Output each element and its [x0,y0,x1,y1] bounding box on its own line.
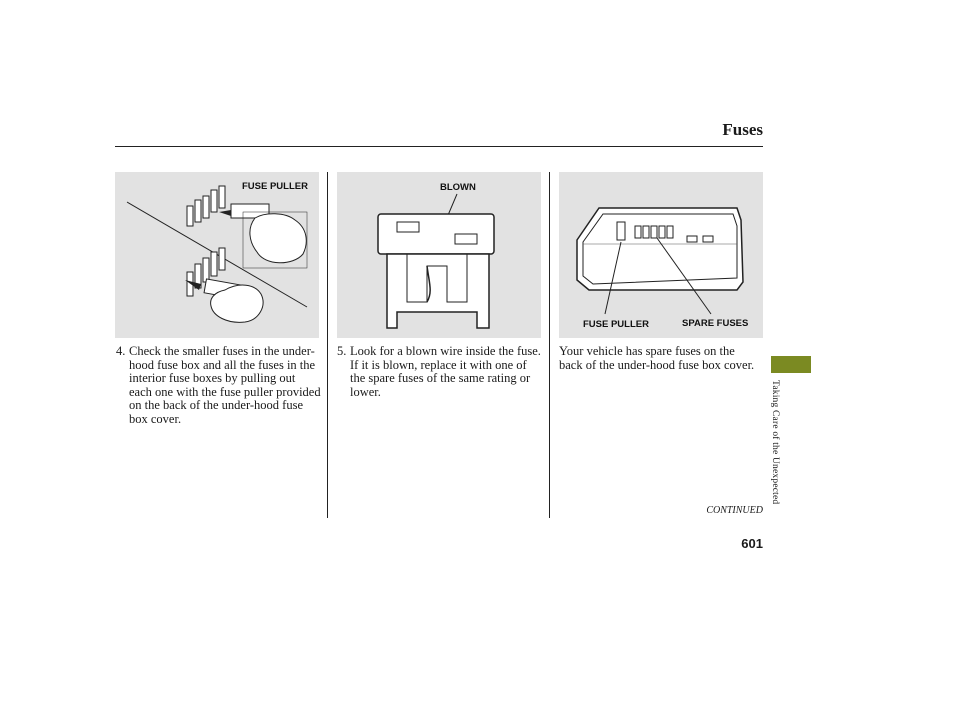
spare-fuses-text: Your vehicle has spare fuses on the back of the under-hood fuse box cover. [559,344,755,372]
column-divider-2 [549,172,550,518]
header-rule [115,146,763,147]
figure-fuse-puller [115,172,319,338]
spare-fuses-label: SPARE FUSES [682,318,749,329]
page-title: Fuses [722,120,763,139]
blown-label: BLOWN [440,182,476,193]
section-tab [771,356,811,373]
step-5-text [337,345,542,399]
fuse-box-cover-illustration [559,172,763,338]
step-body: Check the smaller fuses in the under-hood fuse box and all the fuses in the interior fuse boxes by pulling out each one with the fuse puller provided on the back of the under-hood fuse box cover. [129,344,321,426]
blown-fuse-illustration [337,172,541,338]
fuse-puller-label: FUSE PULLER [242,181,308,192]
step-number: 5. [337,344,347,358]
page-number: 601 [741,536,763,551]
step-body: Look for a blown wire inside the fuse. If it is blown, replace it with one of the spare fuses of the same rating or lower. [350,344,541,399]
column-divider-1 [327,172,328,518]
figure-blown-fuse [337,172,541,338]
fuse-puller-illustration [115,172,319,338]
figure-fuse-box-cover [559,172,763,338]
fuse-puller-label-cover: FUSE PULLER [583,319,649,330]
step-4-text [116,345,321,426]
section-tab-text: Taking Care of the Unexpected [770,380,780,505]
step-number: 4. [116,344,126,358]
continued-label: CONTINUED [706,505,763,516]
